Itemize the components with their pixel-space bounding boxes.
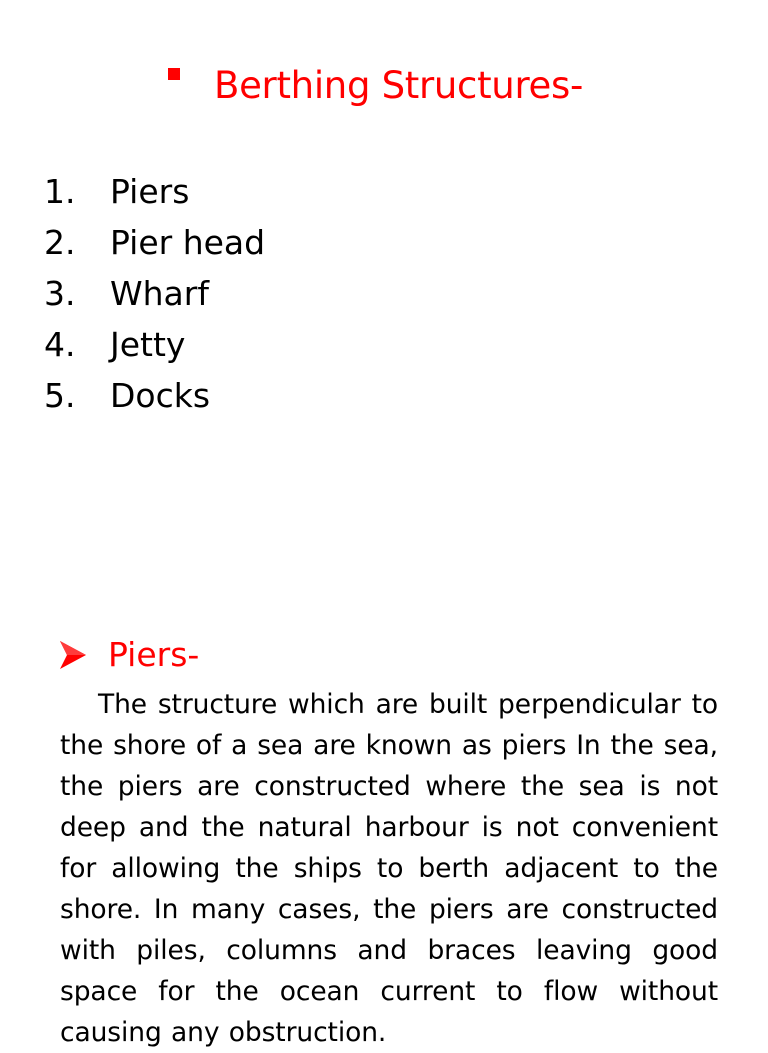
list-item-number: 5.	[44, 376, 76, 415]
list-item-label: Docks	[110, 376, 211, 415]
list-item	[44, 268, 265, 319]
list-item	[44, 370, 265, 421]
piers-description: The structure which are built perpendicular to the shore of a sea are known as piers In the sea, the piers are constructed where the sea is not deep and the natural harbour is not convenient for allowing the ships to berth adjacent to the shore. In many cases, the piers are constructed with piles, columns and braces leaving good space for the ocean current to flow without causing any obstruction.	[60, 689, 718, 1048]
slide-title	[168, 62, 583, 110]
list-item-label: Pier head	[110, 223, 266, 262]
section-heading-text: Piers-	[108, 635, 200, 674]
list-item-label: Piers	[110, 172, 190, 211]
list-item-label: Jetty	[110, 325, 186, 364]
list-item	[44, 166, 265, 217]
list-item-number: 2.	[44, 223, 76, 262]
list-item-label: Wharf	[110, 274, 209, 313]
list-item	[44, 319, 265, 370]
berthing-structures-list	[44, 166, 265, 421]
list-item-number: 4.	[44, 325, 76, 364]
list-item-number: 3.	[44, 274, 76, 313]
arrow-bullet-icon	[60, 641, 86, 669]
list-item	[44, 217, 265, 268]
title-text: Berthing Structures-	[214, 64, 584, 107]
list-item-number: 1.	[44, 172, 76, 211]
square-bullet-icon	[168, 68, 180, 80]
section-heading	[60, 632, 199, 678]
